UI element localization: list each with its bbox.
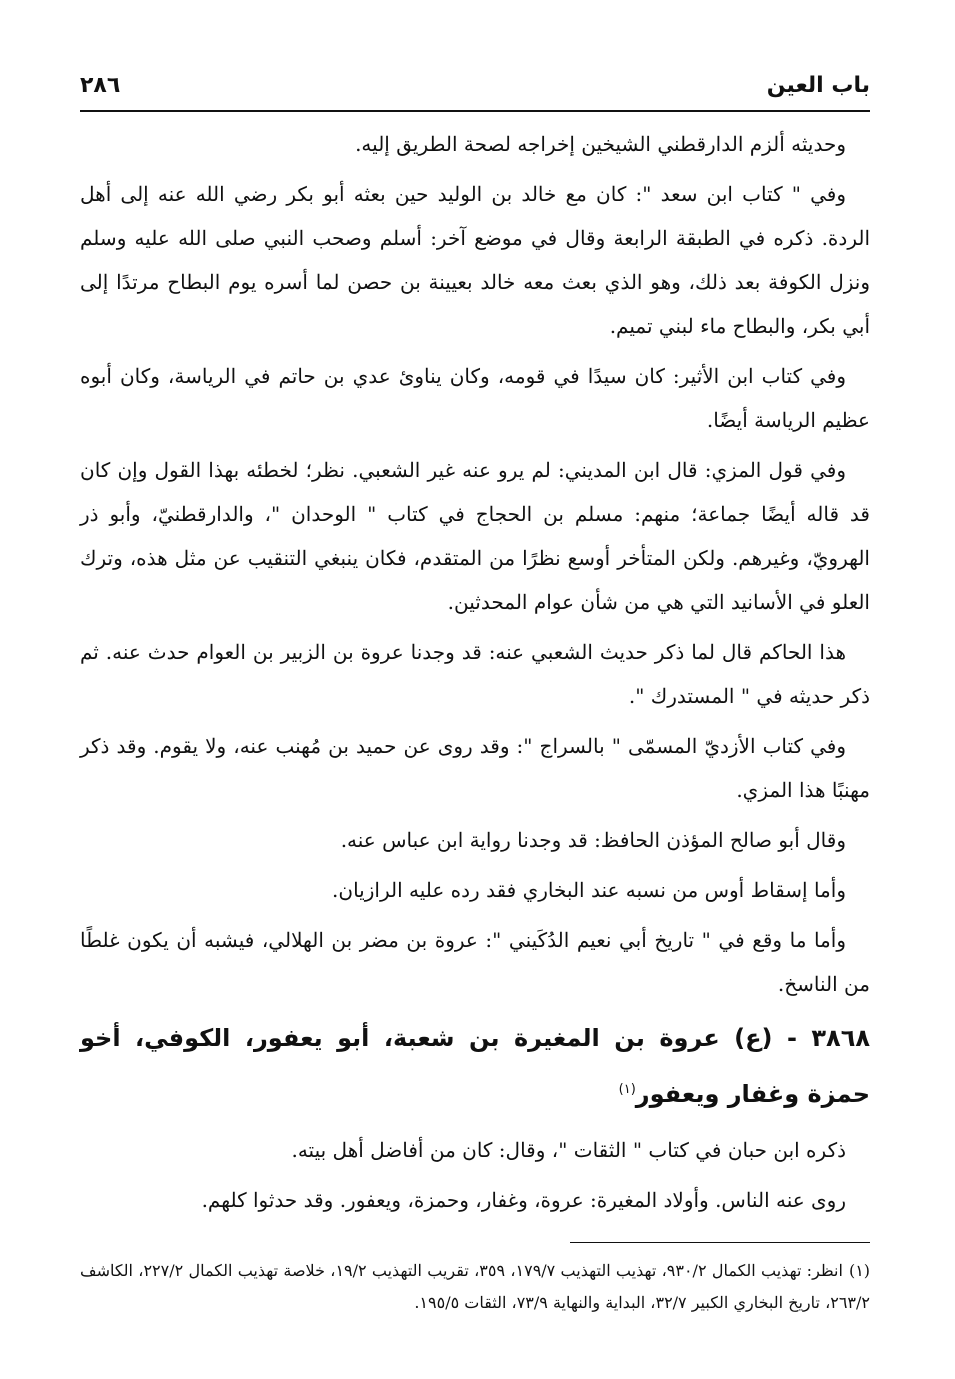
section-title: باب العين: [766, 72, 870, 98]
paragraph: وأما ما وقع في " تاريخ أبي نعيم الدُكَيني ": عروة بن مضر بن الهلالي، فيشبه أن يكون غلطًا من الناسخ.: [80, 928, 870, 996]
entry-heading: [80, 1012, 870, 1120]
page-number: ٢٨٦: [80, 72, 121, 98]
paragraph: هذا الحاكم قال لما ذكر حديث الشعبي عنه: قد وجدنا عروة بن الزبير بن العوام حدث عنه. ثم ذكر حديثه في " المستدرك ".: [80, 640, 870, 708]
paragraph: وفي " كتاب ابن سعد ": كان مع خالد بن الوليد حين بعثه أبو بكر رضي الله عنه إلى أهل الردة. ذكره في الطبقة الرابعة وقال في موضع آخر: أسلم وصحب النبي صلى الله عليه وسلم ونزل الكوفة بعد ذلك، وهو الذي بعث معه خالد بعيينة بن حصن لما أسره يوم البطاح مرتدًا إلى أبي بكر، والبطاح ماء لبني تميم.: [80, 182, 870, 338]
entry-paragraph: ذكره ابن حبان في كتاب " الثقات "، وقال: كان من أفاضل أهل بيته.: [291, 1138, 846, 1162]
page-header: [80, 60, 870, 110]
paragraph: وأما إسقاط أوس من نسبه عند البخاري فقد رده عليه الرازيان.: [332, 878, 846, 902]
header-rule: [80, 110, 870, 112]
footnote-text: انظر: تهذيب الكمال ٩٣٠/٢، تهذيب التهذيب ١٧٩/٧، ٣٥٩، تقريب التهذيب ١٩/٢، خلاصة تهذيب الكمال ٢٢٧/٢، الكاشف ٢٦٣/٢، تاريخ البخاري الكبير ٣٢/٧، البداية والنهاية ٧٣/٩، الثقات ١٩٥/٥.: [80, 1261, 870, 1312]
book-page: [80, 60, 870, 1350]
paragraph: وفي كتاب الأزديّ المسمّى " بالسراج ": وقد روى عن حميد بن مُهنب عنه، ولا يقوم. وقد ذكر مهنبًا هذا المزي.: [80, 734, 870, 802]
footnote: [80, 1255, 870, 1319]
footnote-reference: (١): [618, 1082, 636, 1097]
paragraph: وحديثه ألزم الدارقطني الشيخين إخراجه لصحة الطريق إليه.: [355, 132, 846, 156]
footnote-number: (١): [848, 1261, 871, 1280]
footnote-separator: [570, 1242, 870, 1243]
paragraph: وقال أبو صالح المؤذن الحافظ: قد وجدنا رواية ابن عباس عنه.: [340, 828, 846, 852]
paragraph: وفي كتاب ابن الأثير: كان سيدًا في قومه، وكان يناوئ عدي بن حاتم في الرياسة، وكان أبوه عظيم الرياسة أيضًا.: [80, 364, 870, 432]
entry-paragraph: روى عنه الناس. وأولاد المغيرة: عروة، وغفار، وحمزة، ويعفور. وقد حدثوا كلهم.: [201, 1188, 846, 1212]
paragraph: وفي قول المزي: قال ابن المديني: لم يرو عنه غير الشعبي. نظر؛ لخطئه بهذا القول وإن كان قد قاله أيضًا جماعة؛ منهم: مسلم بن الحجاج في كتاب " الوحدان "، والدارقطنيّ، وأبو ذر الهرويّ، وغيرهم. ولكن المتأخر أوسع نظرًا من المتقدم، فكان ينبغي التنقيب عن مثل هذه، وترك العلو في الأسانيد التي هي من شأن عوام المحدثين.: [80, 458, 870, 614]
entry-title-text: ٣٨٦٨ - (ع) عروة بن المغيرة بن شعبة، أبو يعفور، الكوفي، أخو حمزة وغفار ويعفور: [80, 1024, 870, 1108]
